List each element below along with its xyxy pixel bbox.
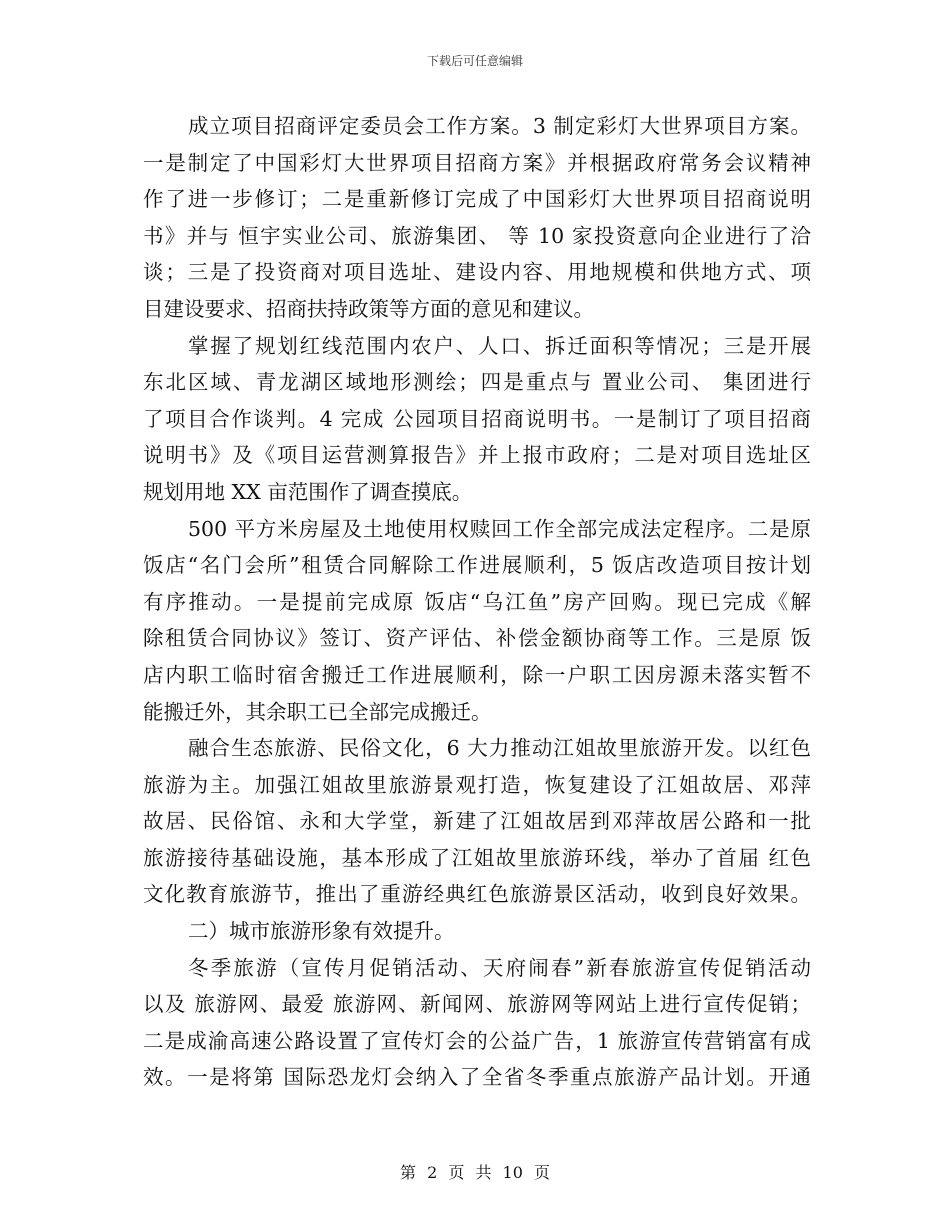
section-heading: 二）城市旅游形象有效提升。 bbox=[188, 919, 455, 944]
text-line: 能搬迁外，其余职工已全部完成搬迁。 bbox=[143, 699, 492, 724]
text-line: 旅游为主。加强江姐故里旅游景观打造，恢复建设了江姐故居、邓萍 bbox=[143, 772, 811, 797]
text-line: 二是成渝高速公路设置了宣传灯会的公益广告，1 旅游宣传营销富有成 bbox=[143, 1028, 811, 1053]
text-line: 成立项目招商评定委员会工作方案。3 制定彩灯大世界项目方案。 bbox=[188, 114, 811, 138]
page-footer: 第 2 页 共 10 页 bbox=[400, 1163, 550, 1182]
text-line: 作了进一步修订；二是重新修订完成了中国彩灯大世界项目招商说明 bbox=[143, 187, 811, 212]
text-line: 谈；三是了投资商对项目选址、建设内容、用地规模和供地方式、项 bbox=[143, 260, 811, 285]
text-line: 融合生态旅游、民俗文化，6 大力推动江姐故里旅游开发。以红色 bbox=[188, 736, 811, 761]
document-body bbox=[143, 108, 811, 1096]
text-line: 500 平方米房屋及土地使用权赎回工作全部完成法定程序。二是原 bbox=[188, 516, 811, 541]
text-line: 冬季旅游（宣传月促销活动、天府闹春”新春旅游宣传促销活动 bbox=[188, 955, 811, 980]
text-line: 以及 旅游网、最爱 旅游网、新闻网、旅游网等网站上进行宣传促销； bbox=[143, 992, 811, 1017]
text-line: 东北区域、青龙湖区域地形测绘；四是重点与 置业公司、 集团进行 bbox=[143, 370, 811, 395]
text-line: 有序推动。一是提前完成原 饭店“乌江鱼”房产回购。现已完成《解 bbox=[143, 589, 811, 614]
text-line: 除租赁合同协议》签订、资产评估、补偿金额协商等工作。三是原 饭 bbox=[143, 626, 811, 651]
text-line: 目建设要求、招商扶持政策等方面的意见和建议。 bbox=[143, 296, 594, 321]
text-line: 文化教育旅游节，推出了重游经典红色旅游景区活动，收到良好效果。 bbox=[143, 882, 811, 907]
text-line: 效。一是将第 国际恐龙灯会纳入了全省冬季重点旅游产品计划。开通 bbox=[143, 1065, 811, 1090]
text-line: 饭店“名门会所”租赁合同解除工作进展顺利，5 饭店改造项目按计划 bbox=[143, 553, 811, 578]
text-line: 了项目合作谈判。4 完成 公园项目招商说明书。一是制订了项目招商 bbox=[143, 406, 811, 431]
text-line: 掌握了规划红线范围内农户、人口、拆迁面积等情况；三是开展 bbox=[188, 333, 811, 358]
text-line: 说明书》及《项目运营测算报告》并上报市政府；二是对项目选址区 bbox=[143, 443, 811, 468]
text-line: 规划用地 XX 亩范围作了调查摸底。 bbox=[143, 479, 473, 504]
text-line: 旅游接待基础设施，基本形成了江姐故里旅游环线，举办了首届 红色 bbox=[143, 845, 811, 870]
text-line: 书》并与 恒宇实业公司、旅游集团、 等 10 家投资意向企业进行了洽 bbox=[143, 223, 811, 248]
text-line: 店内职工临时宿舍搬迁工作进展顺利，除一户职工因房源未落实暂不 bbox=[143, 662, 811, 687]
text-line: 故居、民俗馆、永和大学堂，新建了江姐故居到邓萍故居公路和一批 bbox=[143, 809, 811, 834]
text-line: 一是制定了中国彩灯大世界项目招商方案》并根据政府常务会议精神 bbox=[143, 150, 811, 175]
page-header: 下载后可任意编辑 bbox=[426, 54, 523, 68]
